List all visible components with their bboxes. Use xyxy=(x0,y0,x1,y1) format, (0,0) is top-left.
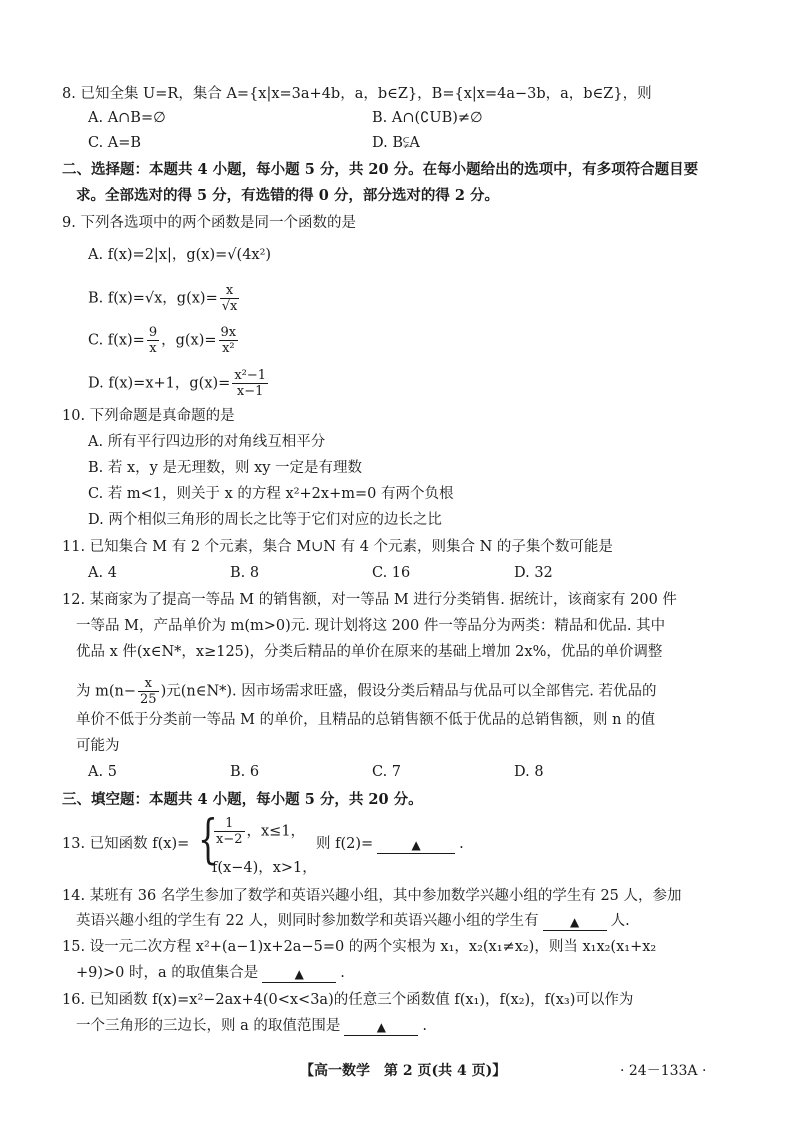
q10-option-d: D. 两个相似三角形的周长之比等于它们对应的边长之比 xyxy=(88,512,442,528)
q9-option-b xyxy=(88,283,241,314)
q9-option-b-fraction xyxy=(220,283,240,314)
q8-option-d: D. B⫋A xyxy=(372,135,420,151)
q16-line2-pre: 一个三角形的三边长，则 a 的取值范围是 xyxy=(76,1018,341,1034)
q9-option-c-text: C. f(x)= xyxy=(88,332,145,349)
q13-answer xyxy=(316,834,464,854)
q13-brace: { xyxy=(198,810,218,870)
q12-line4-pre: 为 m(n− xyxy=(76,683,137,700)
q9-option-b-text: B. f(x)=√x，g(x)= xyxy=(88,290,218,307)
q13-denominator: x−2 xyxy=(216,832,243,847)
q11-option-a: A. 4 xyxy=(88,565,117,581)
q9-d-numerator: x²−1 xyxy=(234,368,267,383)
q9-c-numerator-f: 9 xyxy=(148,325,158,340)
q14-line2-pre: 英语兴趣小组的学生有 22 人，则同时参加数学和英语兴趣小组的学生有 xyxy=(76,913,539,929)
q13-end: . xyxy=(459,836,464,852)
triangle-icon: ▲ xyxy=(294,967,304,981)
q9-option-c xyxy=(88,325,240,356)
q13-piece1 xyxy=(212,816,305,847)
q12-line6: 可能为 xyxy=(76,738,120,754)
q8-option-c: C. A=B xyxy=(88,135,142,151)
triangle-icon: ▲ xyxy=(570,915,580,929)
q14-line2 xyxy=(76,911,630,931)
q10-option-b: B. 若 x，y 是无理数，则 xy 一定是有理数 xyxy=(88,460,363,476)
q12-option-a: A. 5 xyxy=(88,764,117,780)
q9-c-fraction-g xyxy=(219,325,239,356)
q14-answer-blank[interactable] xyxy=(543,912,607,931)
section2-heading-line2: 求。全部选对的得 5 分，有选错的得 0 分，部分选对的得 2 分。 xyxy=(76,187,500,204)
q9-option-d-text: D. f(x)=x+1，g(x)= xyxy=(88,375,231,392)
q10-option-c: C. 若 m<1，则关于 x 的方程 x²+2x+m=0 有两个负根 xyxy=(88,486,454,502)
q12-line1: 12. 某商家为了提高一等品 M 的销售额，对一等品 M 进行分类销售. 据统计，该商家有 200 件 xyxy=(62,592,677,608)
q11-option-b: B. 8 xyxy=(230,565,260,581)
section3-heading: 三、填空题：本题共 4 小题，每小题 5 分，共 20 分。 xyxy=(62,791,423,808)
q12-line4 xyxy=(76,676,656,707)
q16-answer-blank[interactable] xyxy=(344,1017,418,1036)
q12-option-d: D. 8 xyxy=(514,764,544,780)
q9-d-fraction xyxy=(232,368,268,399)
q11-option-c: C. 16 xyxy=(372,565,411,581)
q9-c-denominator-f: x xyxy=(149,341,157,356)
q11-option-d: D. 32 xyxy=(514,565,553,581)
q14-line1: 14. 某班有 36 名学生参加了数学和英语兴趣小组，其中参加数学兴趣小组的学生有 25 人，参加 xyxy=(62,888,682,904)
q16-line2-post: . xyxy=(422,1018,427,1034)
q12-line5: 单价不低于分类前一等品 M 的单价，且精品的总销售额不低于优品的总销售额，则 n 的值 xyxy=(76,712,656,728)
q8-option-b: B. A∩(∁UB)≠∅ xyxy=(372,110,483,126)
q9-option-a: A. f(x)=2|x|，g(x)=√(4x²) xyxy=(88,247,272,263)
q12-fraction-numerator: x xyxy=(138,676,159,692)
q9-c-fraction-f xyxy=(147,325,159,356)
q13-answer-blank[interactable] xyxy=(377,835,455,854)
q9-c-numerator-g: 9x xyxy=(220,325,237,340)
q12-fraction-denominator: 25 xyxy=(140,692,157,707)
triangle-icon: ▲ xyxy=(411,838,421,852)
q15-line1: 15. 设一元二次方程 x²+(a−1)x+2a−5=0 的两个实根为 x₁，x₂(x₁≠x₂)，则当 x₁x₂(x₁+x₂ xyxy=(62,939,657,955)
q15-line2 xyxy=(76,963,345,983)
q9-option-d xyxy=(88,368,270,399)
q12-line4-post: )元(n∈N*). 因市场需求旺盛，假设分类后精品与优品可以全部售完. 若优品的 xyxy=(160,683,657,700)
q9-d-denominator: x−1 xyxy=(236,384,264,399)
q9-b-numerator: x xyxy=(220,283,240,299)
q9-b-denominator: √x xyxy=(221,299,238,314)
q13-prefix: 13. 已知函数 f(x)= xyxy=(62,836,190,852)
q12-option-b: B. 6 xyxy=(230,764,260,780)
q9-c-denominator-g: x² xyxy=(222,341,235,356)
q11-stem: 11. 已知集合 M 有 2 个元素，集合 M∪N 有 4 个元素，则集合 N 的子集个数可能是 xyxy=(62,539,613,555)
footer-code: · 24－133A · xyxy=(620,1063,707,1079)
q12-option-c: C. 7 xyxy=(372,764,402,780)
q15-line2-pre: +9)>0 时，a 的取值集合是 xyxy=(76,965,259,981)
q13-post: 则 f(2)= xyxy=(316,836,374,852)
q15-answer-blank[interactable] xyxy=(262,964,336,983)
q9-option-c-mid: ，g(x)= xyxy=(161,332,217,349)
q13-fraction xyxy=(214,816,245,847)
q13-piece2: f(x−4)，x>1， xyxy=(212,860,317,876)
q12-fraction xyxy=(138,676,159,707)
q10-option-a: A. 所有平行四边形的对角线互相平分 xyxy=(88,434,326,450)
q12-line2: 一等品 M，产品单价为 m(m>0)元. 现计划将这 200 件一等品分为两类：精品和优品. 其中 xyxy=(76,618,666,634)
triangle-icon: ▲ xyxy=(376,1020,386,1034)
q13-numerator: 1 xyxy=(214,816,245,832)
q10-stem: 10. 下列命题是真命题的是 xyxy=(62,408,235,424)
section2-heading-line1: 二、选择题：本题共 4 小题，每小题 5 分，共 20 分。在每小题给出的选项中，有多项符合题目要 xyxy=(62,161,699,178)
q15-line2-post: . xyxy=(340,965,345,981)
q14-line2-post: 人. xyxy=(610,913,630,929)
q9-stem: 9. 下列各选项中的两个函数是同一个函数的是 xyxy=(62,215,356,231)
q8-stem: 8. 已知全集 U=R，集合 A={x|x=3a+4b，a，b∈Z}，B={x|x=4a−3b，a，b∈Z}，则 xyxy=(62,86,652,102)
q13-cond1: ，x≤1， xyxy=(246,823,306,840)
q16-line1: 16. 已知函数 f(x)=x²−2ax+4(0<x<3a)的任意三个函数值 f(x₁)，f(x₂)，f(x₃)可以作为 xyxy=(62,992,634,1008)
footer-page-info: 【高一数学 第 2 页(共 4 页)】 xyxy=(300,1063,507,1079)
q12-line3: 优品 x 件(x∈N*，x≥125)，分类后精品的单价在原来的基础上增加 2x%，优品的单价调整 xyxy=(76,644,663,660)
q8-option-a: A. A∩B=∅ xyxy=(88,110,166,126)
q16-line2 xyxy=(76,1016,427,1036)
